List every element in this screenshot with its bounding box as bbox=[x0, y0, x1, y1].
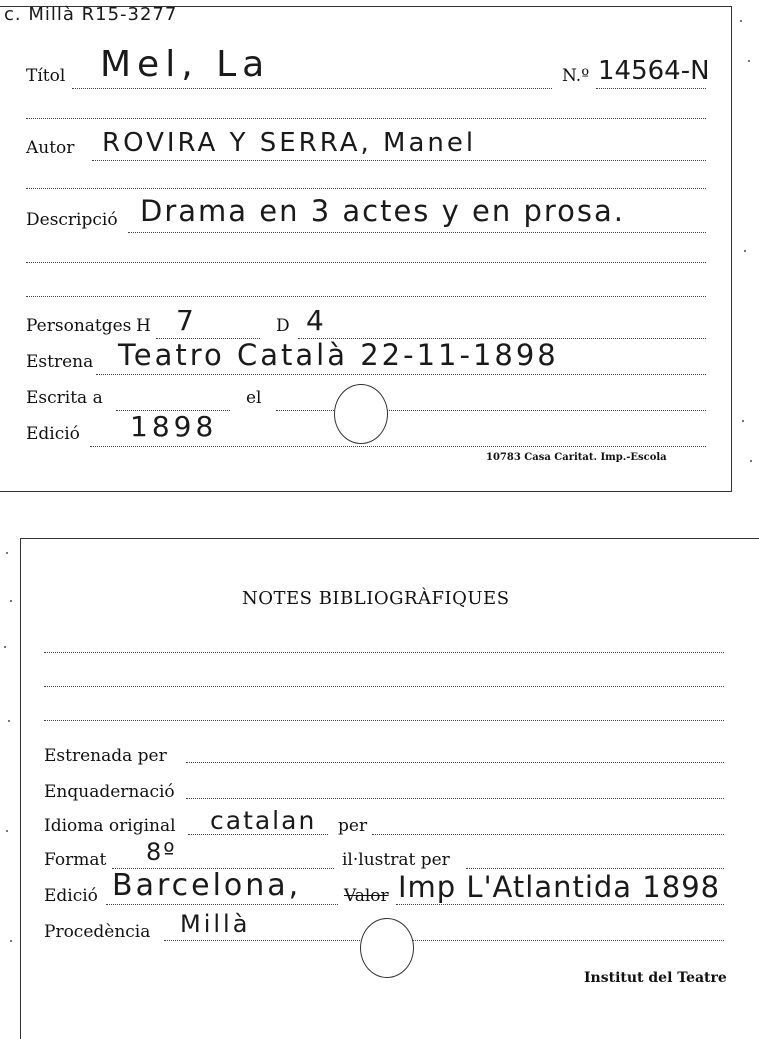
scan-speck bbox=[10, 940, 12, 942]
institution-name: Institut del Teatre bbox=[584, 970, 727, 986]
valor-value: Imp L'Atlantida 1898 bbox=[398, 870, 721, 904]
label-per-idioma: per bbox=[338, 816, 368, 836]
scan-speck bbox=[742, 420, 744, 422]
divider-dotted-3 bbox=[26, 262, 706, 263]
notes-line-3 bbox=[44, 720, 724, 721]
titol-value: Mel, La bbox=[100, 44, 271, 85]
scan-speck bbox=[750, 460, 752, 462]
per-idioma-line bbox=[372, 834, 724, 835]
label-estrenada-per: Estrenada per bbox=[44, 746, 167, 766]
label-estrena: Estrena bbox=[26, 352, 94, 372]
label-escrita-a: Escrita a bbox=[26, 388, 103, 408]
printer-imprint: 10783 Casa Caritat. Imp.-Escola bbox=[486, 452, 667, 463]
scan-speck bbox=[748, 60, 750, 62]
label-autor: Autor bbox=[26, 138, 75, 158]
scan-speck bbox=[4, 646, 6, 648]
label-numero: N.º bbox=[562, 66, 590, 86]
label-valor: Valor bbox=[344, 886, 389, 906]
divider-dotted-2 bbox=[26, 188, 706, 189]
h-value: 7 bbox=[176, 304, 196, 337]
scan-speck bbox=[6, 552, 8, 554]
notes-line-2 bbox=[44, 686, 724, 687]
d-value: 4 bbox=[306, 304, 326, 337]
procedencia-value: Millà bbox=[180, 910, 251, 938]
descripcio-line bbox=[128, 232, 706, 233]
estrena-value: Teatro Català 22-11-1898 bbox=[118, 338, 559, 372]
estrenada-per-line bbox=[186, 762, 724, 763]
archive-code: c. Millà R15-3277 bbox=[4, 4, 178, 25]
bibliographic-heading: NOTES BIBLIOGRÀFIQUES bbox=[242, 588, 510, 609]
label-procedencia: Procedència bbox=[44, 922, 151, 942]
notes-line-1 bbox=[44, 652, 724, 653]
edicio-top-value: 1898 bbox=[130, 410, 218, 443]
valor-line bbox=[396, 904, 724, 905]
autor-value: ROVIRA Y SERRA, Manel bbox=[102, 128, 477, 158]
procedencia-line bbox=[164, 940, 724, 941]
label-titol: Títol bbox=[26, 66, 66, 86]
label-edicio-top: Edició bbox=[26, 424, 80, 444]
edicio-top-line bbox=[90, 446, 706, 447]
format-value: 8º bbox=[146, 838, 177, 866]
titol-line bbox=[72, 88, 552, 89]
scan-speck bbox=[10, 600, 12, 602]
edicio-bottom-value: Barcelona, bbox=[112, 868, 302, 903]
label-descripcio: Descripció bbox=[26, 210, 118, 230]
numero-line bbox=[596, 88, 706, 89]
scan-speck bbox=[744, 250, 746, 252]
label-illustrat-per: il·lustrat per bbox=[342, 850, 450, 870]
label-enquadernacio: Enquadernació bbox=[44, 782, 175, 802]
label-edicio-bottom: Edició bbox=[44, 886, 98, 906]
punch-hole-top bbox=[334, 384, 388, 444]
label-format: Format bbox=[44, 850, 107, 870]
label-el: el bbox=[246, 388, 262, 408]
enquadernacio-line bbox=[186, 798, 724, 799]
divider-dotted-1 bbox=[26, 118, 706, 119]
edicio-bottom-line bbox=[106, 904, 338, 905]
idioma-value: catalan bbox=[210, 806, 317, 835]
punch-hole-bottom bbox=[360, 918, 414, 978]
numero-value: 14564-N bbox=[598, 56, 710, 86]
label-idioma-original: Idioma original bbox=[44, 816, 176, 836]
scan-speck bbox=[8, 720, 10, 722]
label-h: H bbox=[136, 316, 151, 336]
illustrat-per-line bbox=[466, 868, 724, 869]
label-personatges: Personatges bbox=[26, 316, 132, 336]
scan-speck bbox=[6, 830, 8, 832]
descripcio-value: Drama en 3 actes y en prosa. bbox=[140, 194, 625, 228]
autor-line bbox=[92, 160, 706, 161]
scan-speck bbox=[740, 20, 742, 22]
label-d: D bbox=[276, 316, 290, 336]
divider-dotted-4 bbox=[26, 296, 706, 297]
estrena-line bbox=[96, 374, 706, 375]
